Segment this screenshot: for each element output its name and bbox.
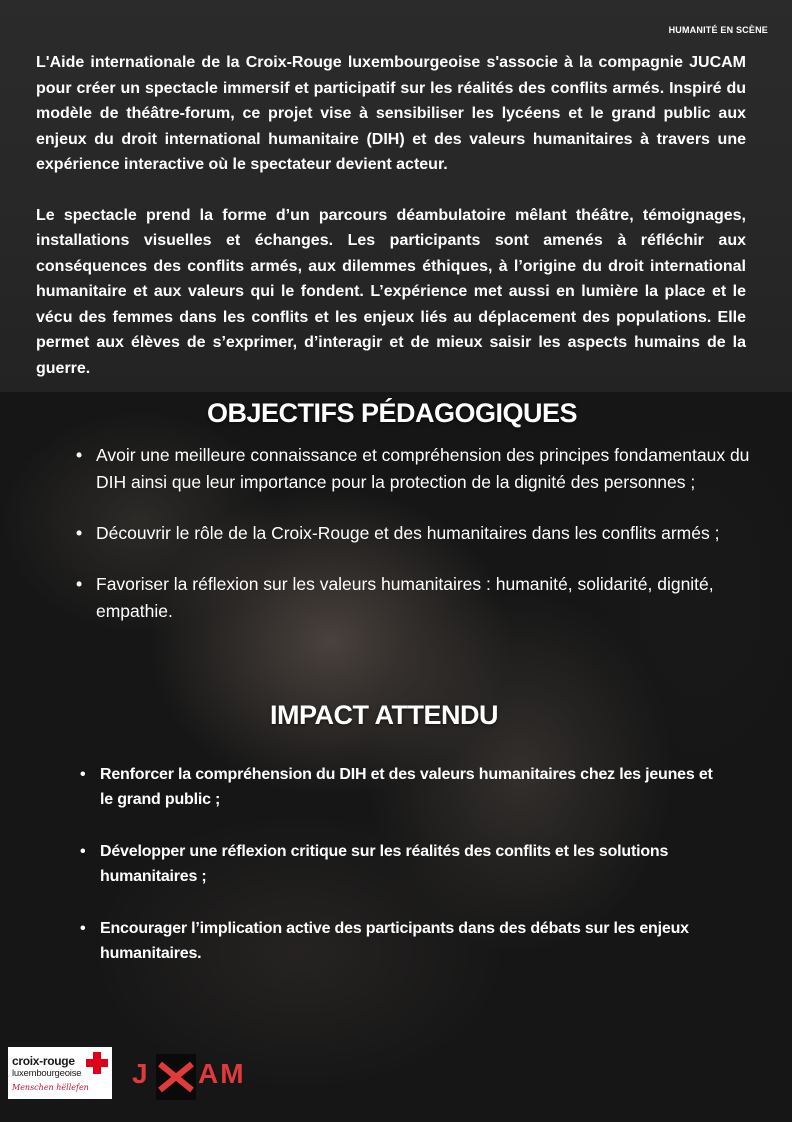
impact-text: Encourager l’implication active des participants dans des débats sur les enjeux humanitaires. xyxy=(100,920,689,962)
bullet-icon: • xyxy=(76,574,83,594)
bullet-icon: • xyxy=(80,766,86,783)
impact-list xyxy=(80,762,720,993)
objective-text: Favoriser la réflexion sur les valeurs humanitaires : humanité, solidarité, dignité, empathie. xyxy=(96,574,714,621)
intro-paragraph-1: L'Aide internationale de la Croix-Rouge luxembourgeoise s'associe à la compagnie JUCAM pour créer un spectacle immersif et participatif sur les réalités des conflits armés. Inspiré du modèle de théâtre-forum, ce projet vise à sensibiliser les lycéens et le grand public aux enjeux du droit international humanitaire (DIH) et des valeurs humanitaires à travers une expérience interactive où le spectateur devient acteur. xyxy=(36,54,746,173)
header-tag: HUMANITÉ EN SCÈNE xyxy=(668,25,768,35)
impact-text: Développer une réflexion critique sur les réalités des conflits et les solutions humanitaires ; xyxy=(100,843,669,885)
impact-title: IMPACT ATTENDU xyxy=(270,700,498,730)
logo-line-2: luxembourgeoise xyxy=(12,1068,82,1079)
intro-paragraph-2: Le spectacle prend la forme d’un parcours déambulatoire mêlant théâtre, témoignages, installations visuelles et échanges. Les participants sont amenés à réfléchir aux conséquences des conflits armés, aux dilemmes éthiques, à l’origine du droit international humanitaire et aux valeurs qui le fondent. L’expérience met aussi en lumière la place et le vécu des femmes dans les conflits et les enjeux liés au déplacement des populations. Elle permet aux élèves de s’exprimer, d’interagir et de mieux saisir les aspects humains de la guerre. xyxy=(36,206,746,377)
objectives-list xyxy=(76,442,776,649)
red-cross-icon xyxy=(85,1051,109,1075)
jucam-rest: AM xyxy=(198,1058,246,1089)
bullet-icon: • xyxy=(76,445,83,465)
jucam-letter: J xyxy=(132,1058,150,1089)
bullet-icon: • xyxy=(76,523,83,543)
list-item xyxy=(80,916,720,966)
objectives-title: OBJECTIFS PÉDAGOGIQUES xyxy=(206,398,578,428)
intro-text xyxy=(36,50,746,406)
bullet-icon: • xyxy=(80,843,86,860)
objective-text: Découvrir le rôle de la Croix-Rouge et des humanitaires dans les conflits armés ; xyxy=(96,523,720,543)
list-item xyxy=(80,839,720,889)
objective-text: Avoir une meilleure connaissance et compréhension des principes fondamentaux du DIH ainsi que leur importance pour la protection de la dignité des personnes ; xyxy=(96,445,750,492)
list-item xyxy=(76,520,776,547)
list-item xyxy=(76,571,776,625)
logo-line-1: croix-rouge xyxy=(12,1054,75,1068)
bullet-icon: • xyxy=(80,920,86,937)
logo-signature: Menschen hëllefen xyxy=(12,1083,89,1092)
jucam-x-icon xyxy=(156,1060,196,1094)
list-item xyxy=(76,442,776,496)
croix-rouge-logo xyxy=(8,1047,112,1099)
impact-text: Renforcer la compréhension du DIH et des valeurs humanitaires chez les jeunes et le grand public ; xyxy=(100,766,713,808)
list-item xyxy=(80,762,720,812)
